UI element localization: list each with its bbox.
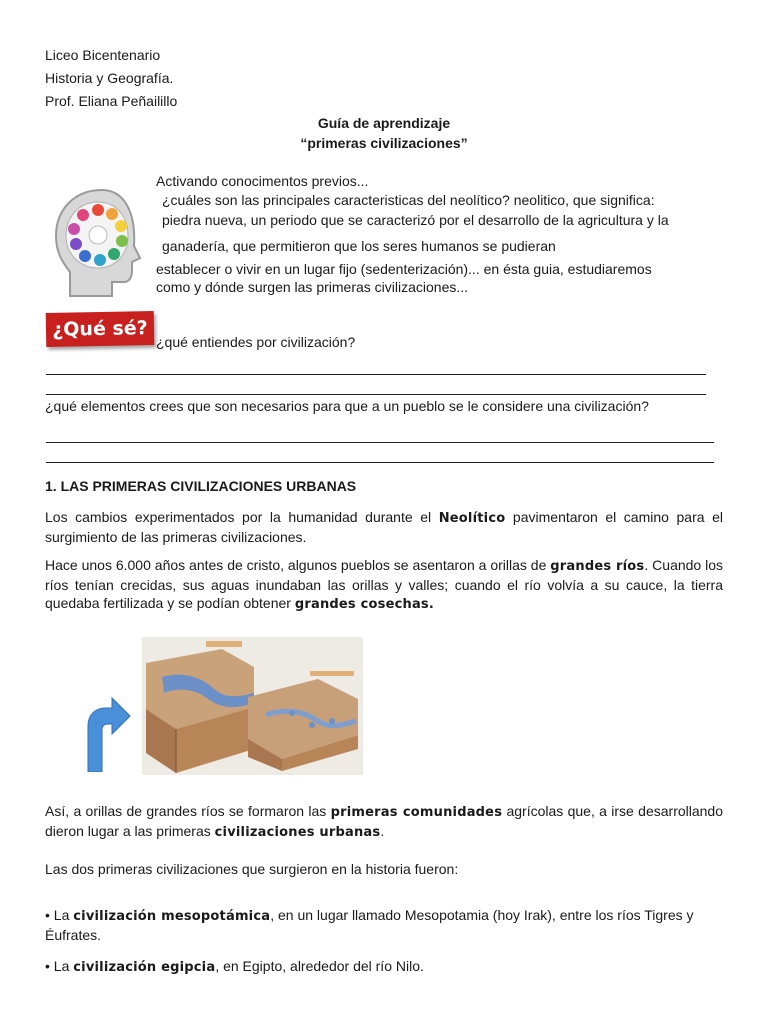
intro-line: como y dónde surgen las primeras civilizaciones...	[156, 279, 469, 295]
intro-line: ¿cuáles son las principales caracteristicas del neolítico? neolitico, que significa:	[162, 192, 655, 208]
intro-line: establecer o vivir en un lugar fijo (sedenterización)... en ésta guia, estudiaremos	[156, 261, 652, 277]
answer-line[interactable]	[46, 462, 714, 463]
answer-line[interactable]	[46, 374, 706, 375]
paragraph-dos-civilizaciones: Las dos primeras civilizaciones que surgieron en la historia fueron:	[45, 861, 459, 877]
brain-head-illustration	[50, 186, 148, 300]
paragraph-neolitico: Los cambios experimentados por la humanidad durante el Neolítico pavimentaron el camino para el surgimiento de las primeras civilizaciones.	[45, 509, 723, 545]
teacher-name: Prof. Eliana Peñailillo	[45, 93, 178, 109]
bullet-icon: •	[45, 958, 50, 974]
bullet-icon: •	[45, 907, 50, 923]
curved-arrow-icon	[84, 696, 132, 772]
school-name: Liceo Bicentenario	[45, 47, 161, 63]
que-se-badge	[46, 311, 155, 347]
answer-line[interactable]	[46, 394, 706, 395]
question-2: ¿qué elementos crees que son necesarios para que a un pueblo se le considere una civilización?	[45, 398, 649, 414]
bullet-egipto: • La civilización egipcia, en Egipto, alrededor del río Nilo.	[45, 958, 424, 975]
paragraph-primeras-comunidades: Así, a orillas de grandes ríos se formaron las primeras comunidades agrícolas que, a irse desarrollando dieron lugar a las primeras civilizaciones urbanas.	[45, 803, 724, 840]
badge-label: ¿Qué sé?	[52, 317, 148, 341]
intro-line: Activando conocimentos previos...	[156, 173, 369, 189]
section-heading: 1. LAS PRIMERAS CIVILIZACIONES URBANAS	[45, 478, 357, 494]
river-flood-diagram	[142, 637, 363, 775]
paragraph-grandes-rios: Hace unos 6.000 años antes de cristo, algunos pueblos se asentaron a orillas de grandes ríos. Cuando los ríos tenían crecidas, sus aguas inundaban las orillas y valles; cuando el río volvía a su cauce, la tierra quedaba fertilizada y se podían obtener grandes cosechas.	[45, 557, 724, 612]
page-subtitle: “primeras civilizaciones”	[300, 135, 468, 151]
question-1: ¿qué entiendes por civilización?	[156, 334, 356, 350]
page-title: Guía de aprendizaje	[317, 115, 451, 131]
intro-line: ganadería, que permitieron que los seres humanos se pudieran	[162, 238, 556, 254]
intro-line: piedra nueva, un periodo que se caracterizó por el desarrollo de la agricultura y la	[162, 212, 669, 228]
bullet-mesopotamia: • La civilización mesopotámica, en un lugar llamado Mesopotamia (hoy Irak), entre los ríos Tigres y Éufrates.	[45, 907, 694, 943]
subject-name: Historia y Geografía.	[45, 70, 174, 86]
answer-line[interactable]	[46, 442, 714, 443]
